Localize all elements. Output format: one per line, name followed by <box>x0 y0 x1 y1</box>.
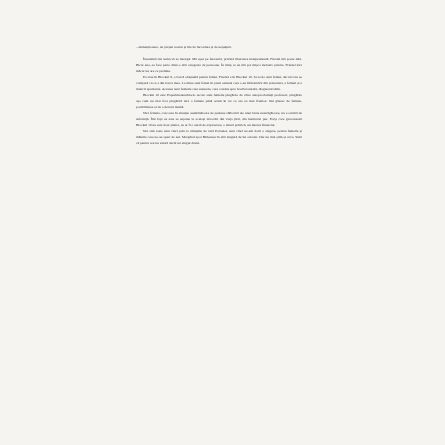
paragraph: Blockul 10 este Experimentenblock. Acolo sunt femeile pingărite de către autoproclamaţi profesori, pingărite aşa cum nu mai fost pingărită nici o femeie până acum în tot ce are ea mai frumos: îmi găsesc de femeie, posibilitatea ei de a deveni mamă. <box>136 93 302 110</box>
body-text <box>136 44 302 146</box>
paragraph: Ea stau în Blockul 9, o barcă obişnuită pentru femei. Friedel e în Blockul 10. Şi acolo sunt femei, dar nici nu se compară cu ce-i din barca mea. La mine sunt femei în pusti oameni care s-au îmbolnăvit din prizonieri, a femeii şi a muncii epuizante. Acestea sunt femeile care naturale, care condus spre boală naturală, diagnosticabile. <box>136 75 302 92</box>
paragraph: ...demenționare, iar plepul nostru şi ilie de încordare şi de nepuţină. <box>136 45 232 49</box>
paragraph: Noi sim toate sunt cinci prin la câmpiile de vară Poloniei, sunt cinci ne-am dorit o alegere, pentru femeile şi mâinile care ne-au spart de ani. Mergând apoi Birkenau în altă singură de lui orizont. Dar nu mai ştim şi ceva. Simt că pentru noi nu există decât un singur drum. <box>136 129 302 146</box>
paragraph: Nici femeia, care este în situaţie asemănătoare de pasiune sălbatică ale unei brute neatrăgătoare, nu e scutită de suferinţă. Îmi fapt ea este se supune la acelaşi invocări din viaţa ţării, din instinctul pur. Forţa care guvernează Blockul 10 nu este doar păstra, ea ar fi o sursă de exploatare, o latură politică, un interes financiar. <box>136 111 302 128</box>
paragraph: Înseamnă dai semn să se meargă. Mă aşez pe fereastră, privind libertatea independentă. Friedel mă poate iubi. Bicar ana, ea face parte dintr-o altă categorie de persoane. În timp ce eu mă pot mişca inclusiv printre. Friedel nici măcar nu are ce permite. <box>136 57 302 74</box>
